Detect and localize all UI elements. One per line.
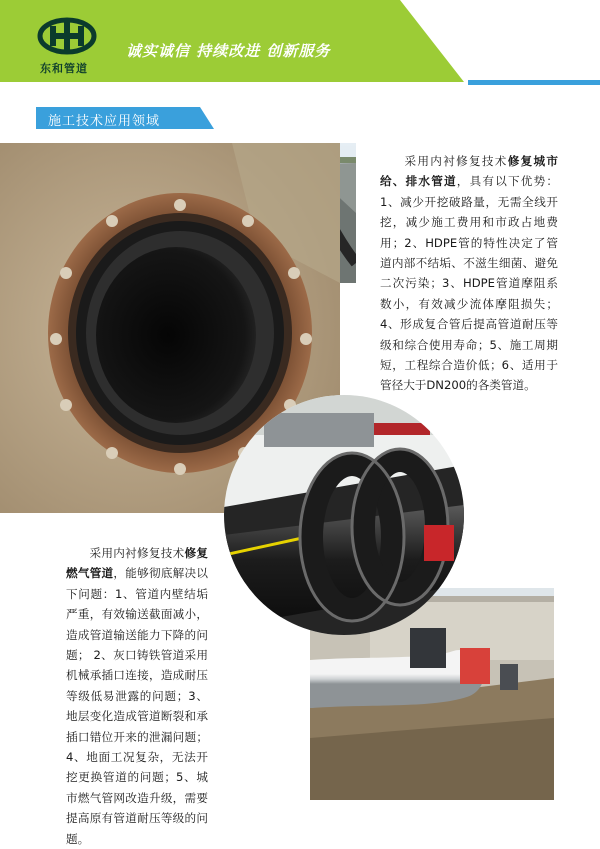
company-logo-icon	[36, 16, 98, 56]
gas-pipe-repair-text	[66, 543, 208, 849]
water-highlight: 修复城市给、排水管道	[380, 154, 558, 189]
photo-pipe-cutting-machine	[224, 395, 464, 635]
water-lead: 采用内衬修复技术	[403, 154, 508, 168]
header-accent-line	[468, 80, 600, 85]
water-pipe-repair-text	[380, 151, 558, 396]
gas-highlight: 修复燃气管道	[66, 546, 208, 581]
gas-body: ，能够彻底解决以下问题：1、管道内壁结垢严重，有效输送截面减小，造成管道输送能力下降的问题； 2、灰口铸铁管道采用机械承插口连接，造成耐压等级低易泄露的问题；3、地层变化造成管道断裂和承插口错位开来的泄漏问题；4、地面工况复杂，无法开挖更换管道的问题；5、城市燃气管网改造升级，需要提高原有管道耐压等级的问题。	[66, 566, 208, 846]
logo-text: 东和管道	[40, 62, 88, 75]
section-title: 施工技术应用领域	[48, 114, 161, 129]
water-body: ，具有以下优势：1、减少开挖破路量，无需全线开挖，减少施工费用和市政占地费用；2、HDPE管的特性决定了管道内部不结垢、不滋生细菌、避免二次污染；3、HDPE管道摩阻系数小，有效减少流体摩阻损失；4、形成复合管后提高管道耐压等级和综合使用寿命；5、施工周期短，工程综合造价低；6、适用于管径大于DN200的各类管道。	[380, 174, 558, 393]
slogan: 诚实诚信 持续改进 创新服务	[126, 42, 331, 60]
gas-lead: 采用内衬修复技术	[89, 546, 185, 560]
